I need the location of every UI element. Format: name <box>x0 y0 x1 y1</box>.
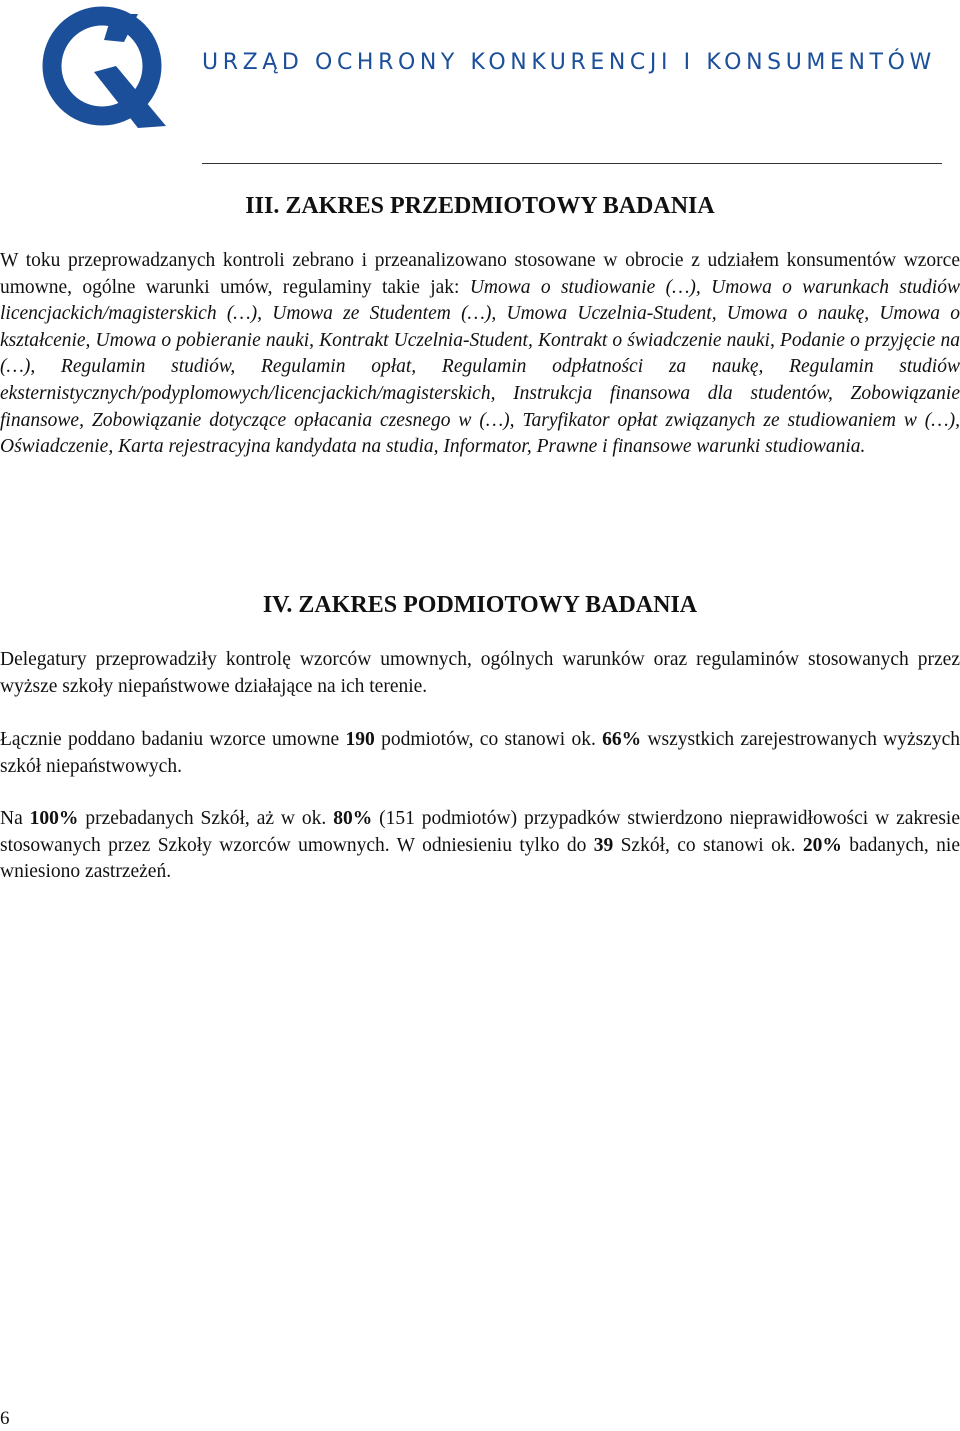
section-3-paragraph <box>0 248 960 461</box>
page-number: 6 <box>0 1408 10 1429</box>
uokik-logo <box>38 2 170 135</box>
compliant-schools-count: 39 <box>593 834 614 856</box>
section-4-heading: IV. ZAKRES PODMIOTOWY BADANIA <box>262 592 698 618</box>
header-divider <box>202 163 942 164</box>
text-span: podmiotów, co stanowi ok. <box>374 729 603 750</box>
entities-count: 190 <box>345 729 375 750</box>
section-3-heading: III. ZAKRES PRZEDMIOTOWY BADANIA <box>245 193 715 219</box>
section-4-paragraph-2 <box>0 727 960 780</box>
compliant-percent: 20% <box>802 834 842 856</box>
text-span: wszystkich zarejestrowanych wyższych szkół niepaństwowych. <box>0 729 960 777</box>
document-types-list: Umowa o studiowanie (…), Umowa o warunkach studiów licencjackich/magisterskich (…), Umowa ze Studentem (…), Umowa Uczelnia-Student, Umowa o naukę, Umowa o kształcenie, Umowa o pobieranie nauki, Kontrakt Uczelnia-Student, Kontrakt o świadczenie nauki, Podanie o przyjęcie na (…), Regulamin studiów, Regulamin opłat, Regulamin odpłatności za naukę, Regulamin studiów eksternistycznych/podyplomowych/licencjackich/magisterskich, Instrukcja finansowa dla studentów, Zobowiązanie finansowe, Zobowiązanie dotyczące opłacania czesnego w (…), Taryfikator opłat związanych ze studiowaniem w (…), Oświadczenie, Karta rejestracyjna kandydata na studia, Informator, Prawne i finansowe warunki studiowania. <box>0 276 960 458</box>
text-span: Szkół, co stanowi ok. <box>613 834 803 856</box>
text-span: badanych, nie wniesiono zastrzeżeń. <box>0 834 960 883</box>
irregularities-percent: 80% <box>333 808 373 829</box>
text-span: Łącznie poddano badaniu wzorce umowne <box>0 729 346 750</box>
text-span: przebadanych Szkół, aż w ok. <box>78 808 334 829</box>
organization-name: URZĄD OCHRONY KONKURENCJI I KONSUMENTÓW <box>202 50 936 75</box>
surveyed-percent: 100% <box>29 808 79 829</box>
text-span: Na <box>0 808 30 829</box>
coverage-percent: 66% <box>602 729 642 750</box>
text-span: (151 podmiotów) przypadków stwierdzono nieprawidłowości w zakresie stosowanych przez Szkoły wzorców umownych. W odniesieniu tylko do <box>0 808 960 856</box>
page-header <box>0 0 960 170</box>
section-4-paragraph-3 <box>0 806 960 886</box>
section-3-intro: W toku przeprowadzanych kontroli zebrano i przeanalizowano stosowane w obrocie z udziałem konsumentów wzorce umowne, ogólne warunki umów, regulaminy takie jak: <box>0 250 960 298</box>
section-4-paragraph-1: Delegatury przeprowadziły kontrolę wzorców umownych, ogólnych warunków oraz regulaminów stosowanych przez wyższe szkoły niepaństwowe działające na ich terenie. <box>0 649 960 697</box>
